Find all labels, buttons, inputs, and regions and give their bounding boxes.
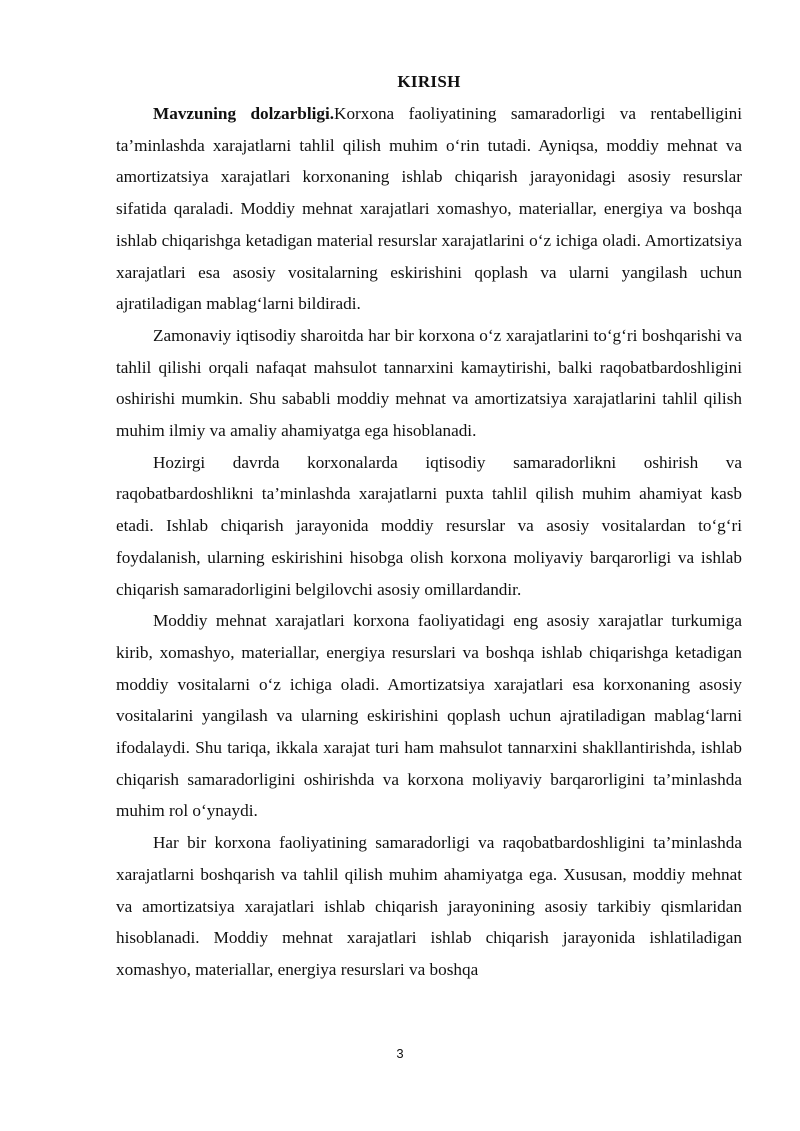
paragraph-relevance-text: Korxona faoliyatining samaradorligi va rentabelligini ta’minlashda xarajatlarni tahlil qilish muhim o‘rin tutadi. Ayniqsa, moddiy mehnat va amortizatsiya xarajatlari korxonaning ishlab chiqarish jarayonidagi asosiy resurslar sifatida qaraladi. Moddiy mehnat xarajatlari xomashyo, materiallar, energiya va boshqa ishlab chiqarishga ketadigan material resurslar xarajatlarini o‘z ichiga oladi. Amortizatsiya xarajatlari esa asosiy vositalarning eskirishini qoplash va ularni yangilash uchun ajratiladigan mablag‘larni bildiradi. — [116, 104, 742, 314]
page-content — [116, 72, 742, 986]
paragraph-last: Har bir korxona faoliyatining samaradorligi va raqobatbardoshligini ta’minlashda xarajatlarni boshqarish va tahlil qilish muhim ahamiyatga ega. Xususan, moddiy mehnat va amortizatsiya xarajatlari ishlab chiqarish jarayonining asosiy tarkibiy qismlaridan hisoblanadi. Moddiy mehnat xarajatlari ishlab chiqarish jarayonida ishlatiladigan xomashyo, materiallar, energiya resurslari va boshqa — [116, 833, 742, 979]
paragraph: Zamonaviy iqtisodiy sharoitda har bir korxona o‘z xarajatlarini to‘g‘ri boshqarishi va tahlil qilishi orqali nafaqat mahsulot tannarxini kamaytirishi, balki raqobatbardoshligini oshirishi mumkin. Shu sababli moddiy mehnat va amortizatsiya xarajatlarini tahlil qilish muhim ilmiy va amaliy ahamiyatga ega hisoblanadi. — [116, 325, 742, 441]
paragraph: Hozirgi davrda korxonalarda iqtisodiy samaradorlikni oshirish va raqobatbardoshlikni ta’minlashda xarajatlarni puxta tahlil qilish muhim ahamiyat kasb etadi. Ishlab chiqarish jarayonida moddiy resurslar va asosiy vositalardan to‘g‘ri foydalanish, ularning eskirishini hisobga olish korxona moliyaviy barqarorligi va ishlab chiqarish samaradorligini belgilovchi asosiy omillardandir. — [116, 452, 742, 599]
page-number: 3 — [396, 1046, 404, 1061]
section-heading: KIRISH — [397, 72, 461, 91]
paragraph-relevance — [116, 98, 742, 320]
paragraph: Moddiy mehnat xarajatlari korxona faoliyatidagi eng asosiy xarajatlar turkumiga kirib, xomashyo, materiallar, energiya resurslari va boshqa ishlab chiqarishga ketadigan moddiy vositalarni o‘z ichiga oladi. Amortizatsiya xarajatlari esa korxonaning asosiy vositalarini yangilash va ularning eskirishini qoplash uchun ajratiladigan mablag‘larni ifodalaydi. Shu tariqa, ikkala xarajat turi ham mahsulot tannarxini shakllantirishda, ishlab chiqarish samaradorligini oshirishda va korxona moliyaviy barqarorligini ta’minlashda muhim rol o‘ynaydi. — [116, 611, 742, 821]
relevance-lead-title: Mavzuning dolzarbligi. — [153, 104, 335, 123]
